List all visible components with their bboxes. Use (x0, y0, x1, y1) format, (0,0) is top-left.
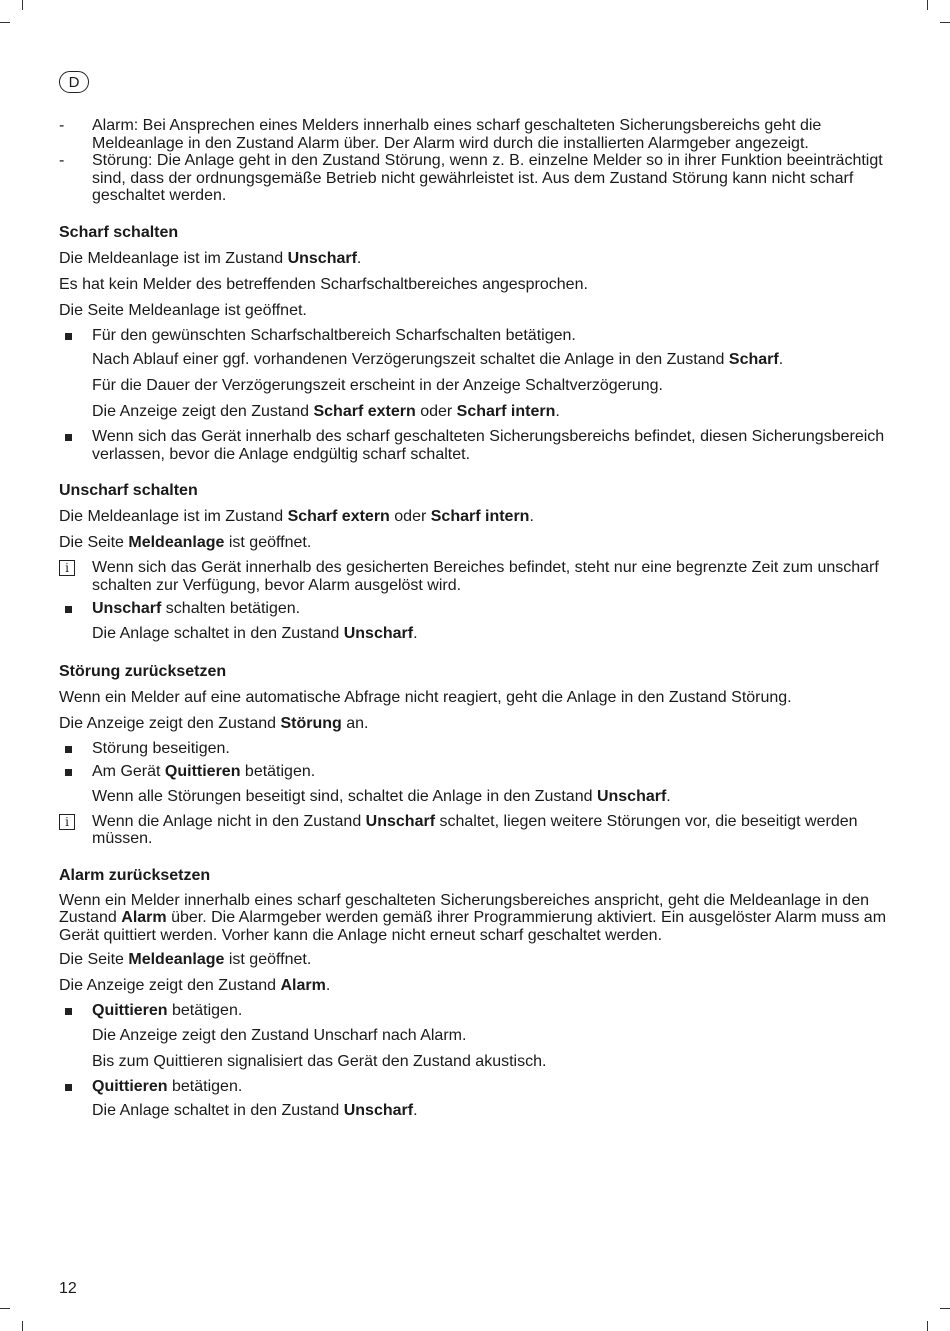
info-text: Wenn sich das Gerät innerhalb des gesicherten Bereiches befindet, steht nur eine begrenzte Zeit zum unscharf schalten zur Verfügung, bevor Alarm ausgelöst wird. (92, 559, 879, 594)
text: Die Anlage schaltet in den Zustand (92, 1102, 344, 1119)
dash-marker: - (59, 152, 65, 169)
list-item-text: Störung: Die Anlage geht in den Zustand Störung, wenn z. B. einzelne Melder so in ihrer Funktion beeinträchtigt sind, dass der ordnungsgemäße Betrieb nicht gewährleistet ist. Aus dem Zustand Störung kann nicht scharf geschaltet werden. (92, 152, 883, 204)
bold-text: Scharf extern (313, 403, 416, 420)
indented-text: Die Anzeige zeigt den Zustand Unscharf nach Alarm. (92, 1026, 467, 1044)
info-icon: i (59, 814, 75, 830)
section-heading: Unscharf schalten (59, 482, 198, 499)
text: . (413, 1102, 418, 1119)
list-item-text: Alarm: Bei Ansprechen eines Melders innerhalb eines scharf geschalteten Sicherungsbereichs geht die Meldeanlage in den Zustand Alarm über. Der Alarm wird durch die installierten Alarmgeber angezeigt. (92, 117, 822, 152)
text: über. Die Alarmgeber werden gemäß ihrer Programmierung aktiviert. Ein ausgelöster Alarm muss am Gerät quittiert werden. Vorher kann die Anlage nicht erneut scharf geschaltet werden. (59, 909, 887, 944)
text: oder (389, 508, 431, 525)
text: Am Gerät (92, 763, 165, 780)
crop-mark (0, 22, 10, 23)
text: Die Anzeige zeigt den Zustand (59, 714, 281, 732)
bold-text: Störung (280, 714, 342, 732)
text: schaltet, liegen weitere Störungen vor, die beseitigt werden müssen. (92, 812, 858, 847)
info-note (59, 813, 889, 848)
bullet-item (59, 763, 889, 781)
bold-text: Unscharf (92, 600, 162, 617)
square-bullet-icon (65, 606, 72, 613)
paragraph (59, 533, 889, 553)
bold-text: Scharf intern (456, 403, 556, 420)
bold-text: Unscharf (343, 1102, 414, 1119)
text: Die Anzeige zeigt den Zustand (59, 977, 281, 994)
bold-text: Scharf extern (287, 508, 390, 525)
text: Die Seite (59, 534, 129, 551)
paragraph (59, 714, 889, 734)
bold-text: Alarm (121, 909, 167, 926)
crop-mark (927, 0, 928, 10)
page-number: 12 (59, 1280, 77, 1297)
bullet-item (59, 740, 889, 758)
indented-text (59, 624, 889, 644)
paragraph: Es hat kein Melder des betreffenden Scharfschaltbereiches angesprochen. (59, 275, 588, 293)
crop-mark (0, 1308, 10, 1309)
text: betätigen. (167, 1002, 243, 1019)
text: . (413, 624, 418, 642)
list-item (59, 152, 889, 205)
text: Die Anzeige zeigt den Zustand (92, 403, 314, 420)
section-heading: Scharf schalten (59, 223, 179, 241)
text: . (356, 249, 362, 267)
paragraph (59, 892, 889, 945)
page-content (59, 117, 889, 1121)
text: Die Meldeanlage ist im Zustand (59, 508, 288, 525)
info-icon: i (59, 560, 75, 576)
text: . (325, 977, 331, 994)
bullet-item (59, 327, 889, 345)
info-note (59, 559, 889, 594)
text: Wenn die Anlage nicht in den Zustand (92, 812, 366, 830)
indented-text (59, 350, 889, 370)
dash-marker: - (59, 117, 65, 134)
paragraph (59, 507, 889, 527)
text: Wenn alle Störungen beseitigt sind, schaltet die Anlage in den Zustand (92, 787, 597, 805)
bold-text: Unscharf (365, 812, 436, 830)
text: ist geöffnet. (224, 534, 312, 551)
square-bullet-icon (65, 746, 72, 753)
bold-text: Quittieren (164, 763, 241, 780)
bold-text: Meldeanlage (128, 951, 225, 968)
square-bullet-icon (65, 769, 72, 776)
square-bullet-icon (65, 1084, 72, 1091)
indented-text (59, 402, 889, 422)
paragraph (59, 976, 889, 996)
square-bullet-icon (65, 333, 72, 340)
bold-text: Unscharf (596, 787, 667, 805)
text: oder (415, 403, 457, 420)
bullet-text: Wenn sich das Gerät innerhalb des scharf geschalteten Sicherungsbereichs befindet, diesen Sicherungsbereich verlassen, bevor die Anlage endgültig scharf schaltet. (92, 428, 885, 463)
text: schalten betätigen. (161, 600, 301, 617)
indented-text: Bis zum Quittieren signalisiert das Gerät den Zustand akustisch. (92, 1052, 547, 1070)
crop-mark (22, 1321, 23, 1331)
square-bullet-icon (65, 1008, 72, 1015)
text: betätigen. (240, 763, 316, 780)
bullet-item (59, 600, 889, 618)
text: . (778, 351, 784, 368)
text: ist geöffnet. (224, 951, 312, 968)
bold-text: Meldeanlage (128, 534, 225, 551)
section-heading: Alarm zurücksetzen (59, 866, 211, 884)
bullet-item (59, 1002, 889, 1020)
language-badge: D (59, 71, 89, 93)
section-heading: Störung zurücksetzen (59, 662, 227, 680)
text: Wenn ein Melder innerhalb eines scharf geschalteten Sicherungsbereiches anspricht, geht die Meldeanlage in den Zustand (59, 891, 869, 926)
indented-text (59, 1101, 889, 1121)
text: an. (341, 714, 369, 732)
bold-text: Quittieren (92, 1077, 168, 1095)
crop-mark (940, 22, 950, 23)
bullet-text: Für den gewünschten Scharfschaltbereich Scharfschalten betätigen. (92, 326, 576, 344)
crop-mark (940, 1308, 950, 1309)
list-item (59, 117, 889, 152)
bold-text: Unscharf (343, 624, 414, 642)
bullet-text: Störung beseitigen. (92, 739, 230, 757)
paragraph (59, 249, 889, 269)
bold-text: Unscharf (287, 249, 357, 267)
text: . (529, 508, 534, 525)
bullet-item (59, 428, 889, 463)
paragraph: Die Seite Meldeanlage ist geöffnet. (59, 301, 307, 319)
paragraph (59, 950, 889, 970)
text: Die Anlage schaltet in den Zustand (92, 624, 344, 642)
text: Die Meldeanlage ist im Zustand (59, 249, 288, 267)
bold-text: Quittieren (92, 1002, 168, 1019)
square-bullet-icon (65, 434, 72, 441)
bullet-item (59, 1078, 889, 1096)
indented-text (59, 787, 889, 807)
paragraph: Wenn ein Melder auf eine automatische Abfrage nicht reagiert, geht die Anlage in den Zustand Störung. (59, 688, 792, 706)
text: Nach Ablauf einer ggf. vorhandenen Verzögerungszeit schaltet die Anlage in den Zustand (92, 351, 729, 368)
bold-text: Scharf intern (430, 508, 530, 525)
text: . (555, 403, 560, 420)
text: Die Seite (59, 951, 129, 968)
text: betätigen. (167, 1077, 243, 1095)
crop-mark (22, 0, 23, 10)
crop-mark (927, 1321, 928, 1331)
indented-text: Für die Dauer der Verzögerungszeit erscheint in der Anzeige Schaltverzögerung. (92, 377, 663, 394)
bold-text: Alarm (280, 977, 326, 994)
text: . (666, 787, 671, 805)
bold-text: Scharf (728, 351, 779, 368)
